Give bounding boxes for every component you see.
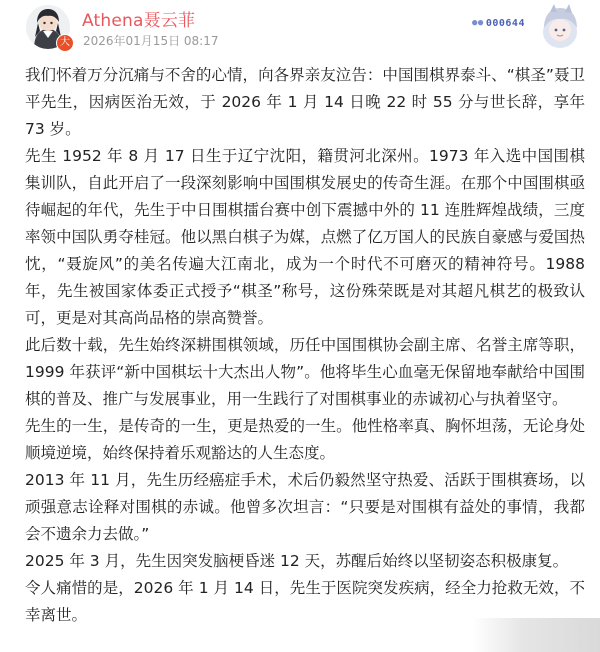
author-name[interactable]: Athena聂云菲 xyxy=(82,11,196,31)
paragraph-career: 此后数十载，先生始终深耕围棋领域，历任中国围棋协会副主席、名誉主席等职，1999 年获评“新中国棋坛十大杰出人物”。他将毕生心血毫无保留地奉献给中国围棋的普及、推广与发展事业，用一生践行了对围棋事业的赤诚初心与执着坚守。 xyxy=(25,336,585,408)
card-number-text: 000644 xyxy=(485,17,525,29)
paragraph-biography: 先生 1952 年 8 月 17 日生于辽宁沈阳，籍贯河北深州。1973 年入选中国围棋集训队，自此开启了一段深刻影响中国围棋发展史的传奇生涯。在那个中国围棋亟待崛起的年代，先生于中日围棋擂台赛中创下震撼中外的 11 连胜辉煌战绩，三度率领中国队勇夺桂冠。他以黑白棋子为媒，点燃了亿万国人的民族自豪感与爱国热忱，“聂旋风”的美名传遍大江南北，成为一个时代不可磨灭的精神符号。1988 年，先生被国家体委正式授予“棋圣”称号，这份殊荣既是对其超凡棋艺的极致认可，更是对其高尚品格的崇高赞誉。 xyxy=(25,147,585,327)
level-badge: 大 xyxy=(56,34,74,52)
post-body xyxy=(25,62,585,629)
watermark-overlay xyxy=(472,618,600,652)
post-header xyxy=(0,0,600,58)
paragraph-announcement: 我们怀着万分沉痛与不舍的心情，向各界亲友泣告：中国围棋界泰斗、“棋圣”聂卫平先生，因病医治无效，于 2026 年 1 月 14 日晚 22 时 55 分与世长辞，享年 73 岁。 xyxy=(25,66,585,138)
card-dots-icon: ●● xyxy=(472,18,484,28)
paragraph-2025: 2025 年 3 月，先生因突发脑梗昏迷 12 天，苏醒后始终以坚韧姿态积极康复。 xyxy=(25,552,569,570)
paragraph-passing: 令人痛惜的是，2026 年 1 月 14 日，先生于医院突发疾病，经全力抢救无效，不幸离世。 xyxy=(25,579,585,624)
paragraph-character: 先生的一生，是传奇的一生，更是热爱的一生。他性格率真、胸怀坦荡，无论身处顺境逆境，始终保持着乐观豁达的人生态度。 xyxy=(25,417,585,462)
post-timestamp: 2026年01月15日 08:17 xyxy=(83,34,219,48)
mascot-decoration-icon xyxy=(532,2,588,54)
fan-card-number[interactable] xyxy=(470,13,527,33)
paragraph-2013: 2013 年 11 月，先生历经癌症手术，术后仍毅然坚守热爱、活跃于围棋赛场，以顽强意志诠释对围棋的赤诚。他曾多次坦言：“只要是对围棋有益处的事情，我都会不遗余力去做。” xyxy=(25,471,585,543)
